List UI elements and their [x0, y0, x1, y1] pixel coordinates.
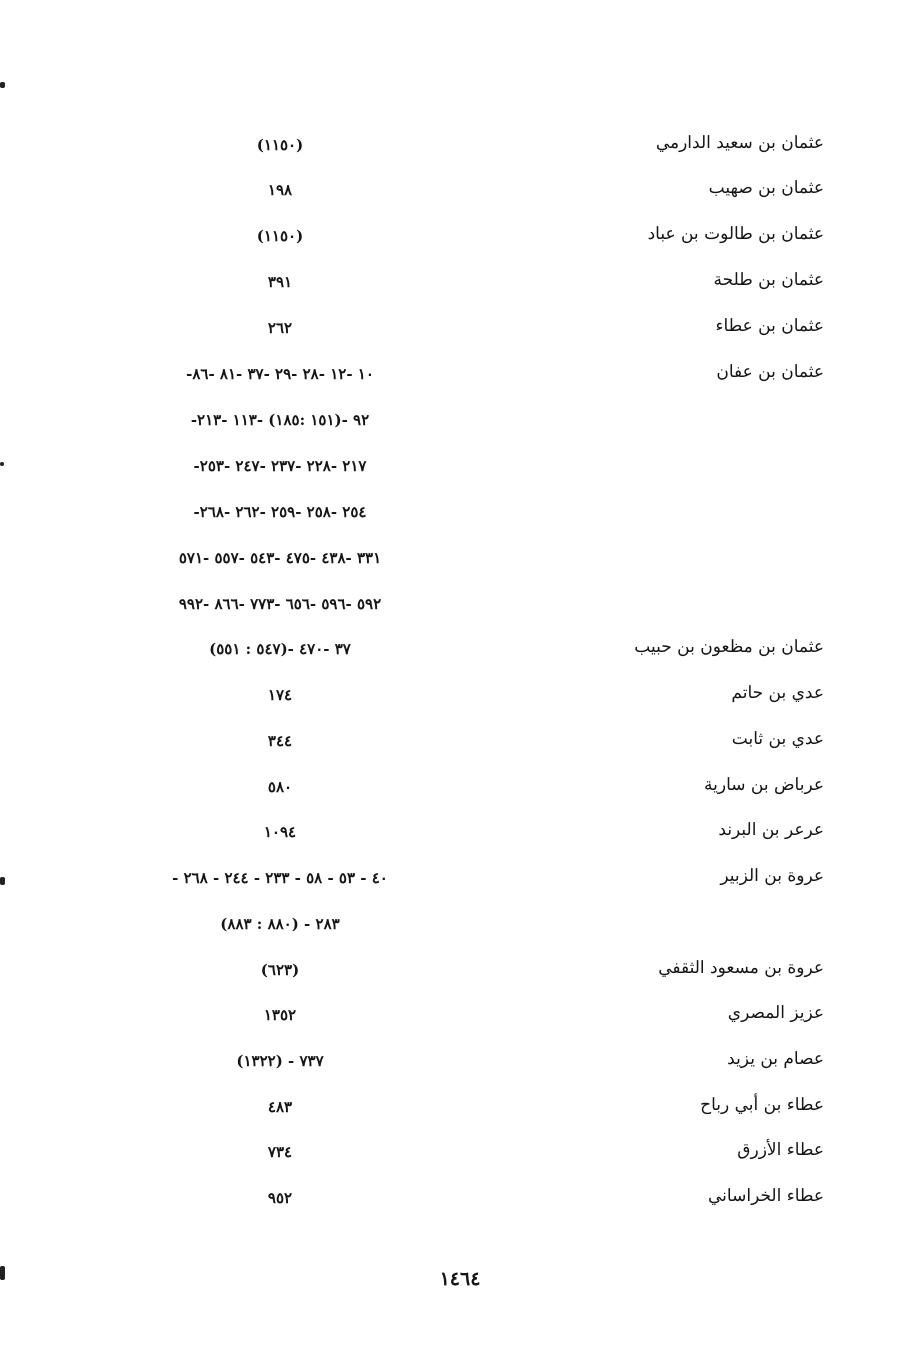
entry-refs: ٧٣٤ — [267, 1143, 293, 1161]
entry-refs: ٢٥٤ -٢٥٨ -٢٥٩ -٢٦٢ -٢٦٨- — [193, 503, 367, 521]
entry-refs: ٢٨٣ - (٨٨٠ : ٨٨٣) — [220, 915, 340, 933]
scan-edge-mark — [0, 877, 5, 885]
entry-name: عدي بن حاتم — [731, 683, 824, 703]
entry-refs: ٤٨٣ — [267, 1098, 293, 1116]
entry-name: عرعر بن البرند — [718, 820, 824, 840]
entry-name — [594, 495, 824, 525]
entry-refs: ١٧٤ — [267, 686, 293, 704]
page-number: ١٤٦٤ — [439, 1268, 481, 1290]
entry-refs: ٧٣٧ - (١٣٢٢) — [236, 1052, 324, 1070]
entry-name: عثمان بن صهيب — [708, 178, 824, 198]
entry-refs: ١٠٩٤ — [263, 823, 297, 841]
entry-name: عطاء بن أبي رباح — [700, 1095, 824, 1115]
entry-name — [594, 907, 824, 937]
entry-refs: ٩٢ -(١٥١ :١٨٥) -١١٣ -٢١٣- — [190, 411, 370, 429]
scan-edge-mark — [0, 462, 4, 466]
entry-name: عطاء الأزرق — [737, 1140, 824, 1160]
entry-name: عثمان بن مظعون بن حبيب — [634, 637, 824, 657]
entry-name: عدي بن ثابت — [731, 729, 824, 749]
entry-refs: ٣٩١ — [267, 273, 293, 291]
entry-refs: ٣٤٤ — [267, 732, 293, 750]
entry-name: عثمان بن سعيد الدارمي — [655, 133, 824, 153]
entry-refs: ١٠ -١٢ -٢٨ -٢٩ -٣٧ -٨١ -٨٦- — [186, 365, 374, 383]
entry-name: عزيز المصري — [727, 1003, 824, 1023]
entry-name: عروة بن مسعود الثقفي — [658, 958, 824, 978]
entry-refs: ٥٩٢ -٥٩٦ -٦٥٦ -٧٧٣ -٨٦٦ -٩٩٢ — [178, 595, 382, 613]
entry-name: عثمان بن عطاء — [715, 316, 824, 336]
entry-name: عثمان بن عفان — [716, 362, 824, 382]
scan-edge-mark — [0, 1266, 5, 1280]
entry-name — [594, 541, 824, 571]
entry-refs: ٢١٧ -٢٢٨ -٢٣٧ -٢٤٧ -٢٥٣- — [193, 457, 367, 475]
entry-name: عثمان بن طلحة — [713, 270, 824, 290]
entry-refs: ٢٦٢ — [267, 319, 293, 337]
entry-refs: ١٣٥٢ — [263, 1006, 297, 1024]
scan-edge-mark — [0, 82, 5, 88]
entry-name: عروة بن الزبير — [720, 866, 824, 886]
entry-refs: ٤٠ - ٥٣ - ٥٨ - ٢٣٣ - ٢٤٤ - ٢٦٨ - — [172, 869, 388, 887]
entry-name — [594, 403, 824, 433]
entry-name — [594, 449, 824, 479]
entry-refs: (٦٢٣) — [260, 961, 300, 979]
entry-name — [594, 587, 824, 617]
entry-refs: (١١٥٠) — [256, 136, 304, 154]
entry-name: عثمان بن طالوت بن عباد — [647, 224, 824, 244]
entry-refs: ٥٨٠ — [267, 778, 293, 796]
entry-refs: ٣٣١ -٤٣٨ -٤٧٥ -٥٤٣ -٥٥٧ -٥٧١ — [178, 549, 382, 567]
entry-refs: ٩٥٢ — [267, 1189, 293, 1207]
entry-name: عرباض بن سارية — [704, 775, 824, 795]
entry-name: عطاء الخراساني — [708, 1186, 824, 1206]
entry-name: عصام بن يزيد — [727, 1049, 824, 1069]
entry-refs: ٣٧ -٤٧٠ -(٥٤٧ : ٥٥١) — [209, 640, 351, 658]
entry-refs: (١١٥٠) — [256, 227, 304, 245]
entry-refs: ١٩٨ — [267, 181, 293, 199]
